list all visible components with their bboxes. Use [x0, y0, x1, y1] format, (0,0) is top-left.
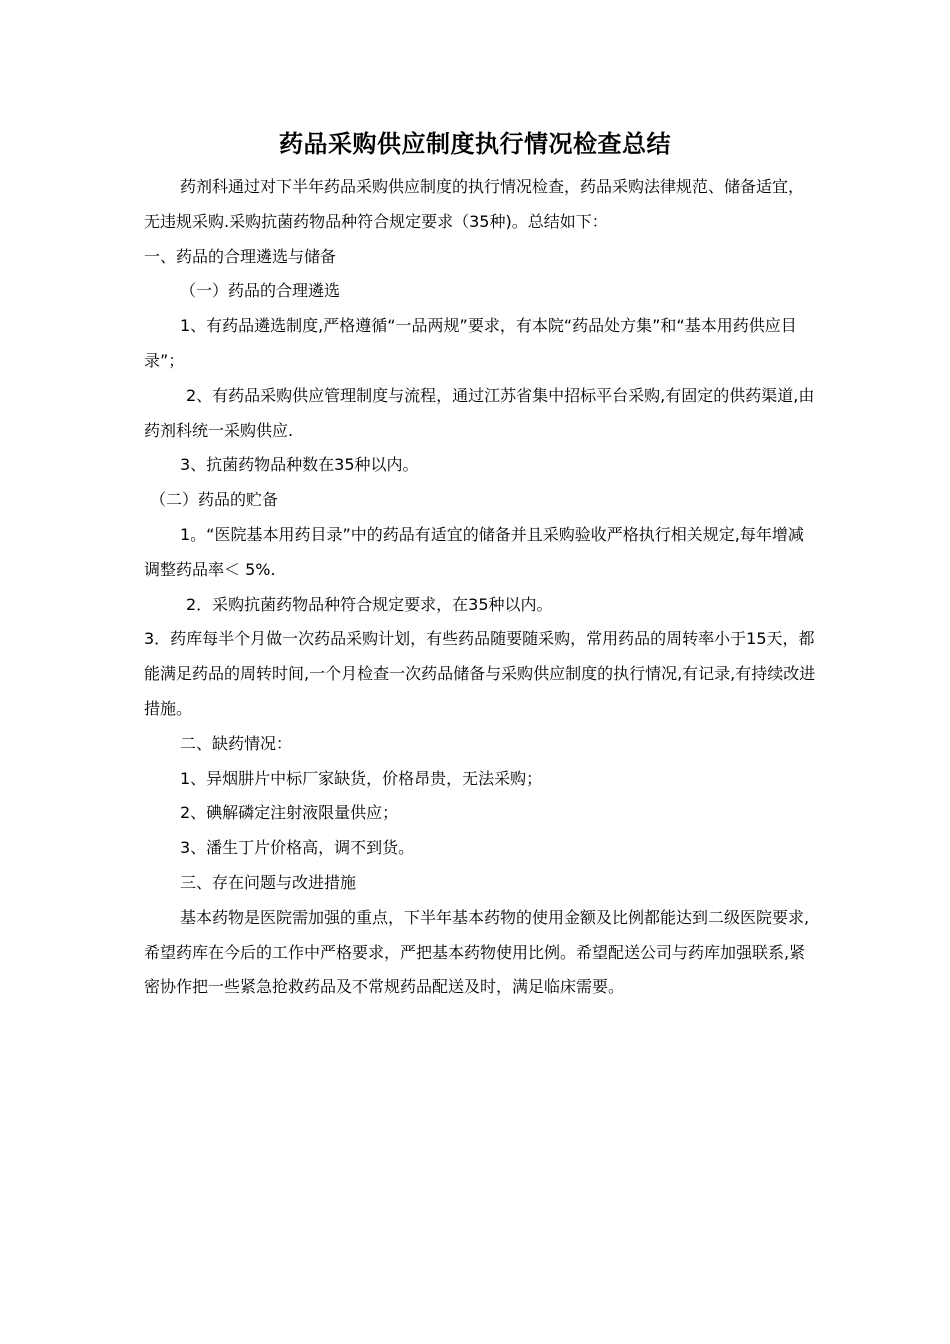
list-item: 3、抗菌药物品种数在35种以内。 — [180, 455, 419, 475]
section-heading-3: 三、存在问题与改进措施 — [180, 872, 357, 892]
intro-paragraph: 药剂科通过对下半年药品采购供应制度的执行情况检查，药品采购法律规范、储备适宜，无违规采购.采购抗菌药物品种符合规定要求（35种)。总结如下： — [144, 177, 805, 231]
list-item: 1。“医院基本用药目录”中的药品有适宜的储备并且采购验收严格执行相关规定,每年增减调整药品率＜ 5%. — [144, 524, 804, 579]
list-item: 2、碘解磷定注射液限量供应； — [180, 803, 399, 823]
document-body — [144, 170, 816, 1005]
section-heading-2: 二、缺药情况： — [180, 733, 293, 753]
closing-paragraph: 基本药物是医院需加强的重点，下半年基本药物的使用金额及比例都能达到二级医院要求,希望药库在今后的工作中严格要求，严把基本药物使用比例。希望配送公司与药库加强联系,紧密协作把一些紧急抢救药品及不常规药品配送及时，满足临床需要。 — [144, 907, 810, 997]
list-item: 2、有药品采购供应管理制度与流程，通过江苏省集中招标平台采购,有固定的供药渠道,由药剂科统一采购供应. — [144, 385, 815, 440]
document-title: 药品采购供应制度执行情况检查总结 — [279, 130, 671, 158]
list-item: 1、有药品遴选制度,严格遵循“一品两规”要求，有本院“药品处方集”和“基本用药供应目录”； — [144, 316, 797, 370]
list-item: 3．药库每半个月做一次药品采购计划，有些药品随要随采购，常用药品的周转率小于15天，都能满足药品的周转时间,一个月检查一次药品储备与采购供应制度的执行情况,有记录,有持续改进措施。 — [144, 629, 816, 718]
list-item: 2．采购抗菌药物品种符合规定要求，在35种以内。 — [186, 594, 553, 614]
list-item: 3、潘生丁片价格高，调不到货。 — [180, 838, 415, 858]
subsection-heading-2: （二）药品的贮备 — [150, 490, 279, 510]
list-item: 1、异烟肼片中标厂家缺货，价格昂贵，无法采购； — [180, 768, 543, 788]
subsection-heading-1: （一）药品的合理遴选 — [180, 281, 341, 301]
section-heading-1: 一、药品的合理遴选与储备 — [144, 246, 337, 266]
